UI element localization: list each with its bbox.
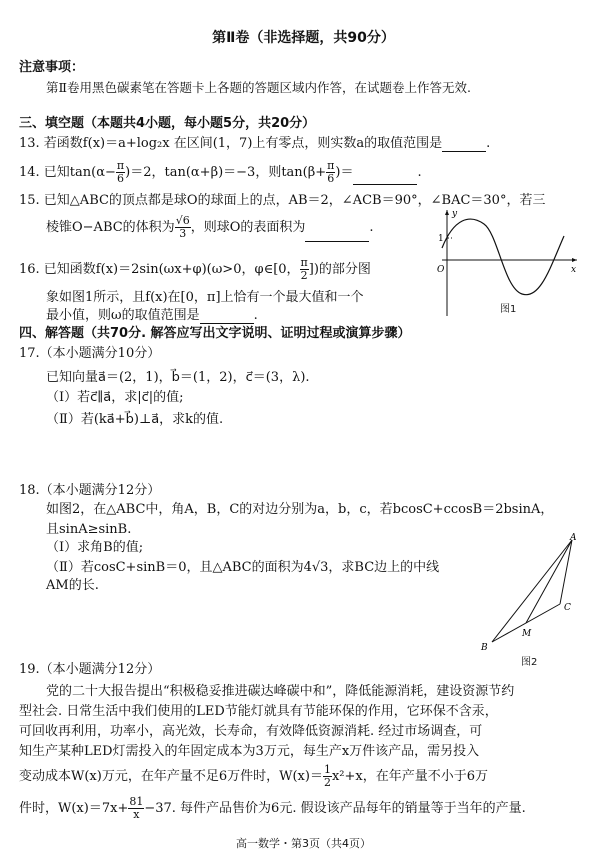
- fraction-sqrt6-over-3: [175, 215, 191, 240]
- question-16-line-2: 象如图1所示，且f(x)在[0，π]上恰有一个最大值和一个: [46, 290, 364, 305]
- figure-2-caption: 图2: [521, 657, 538, 668]
- tick-label-1: 1: [438, 234, 444, 244]
- fraction-numerator: π: [300, 256, 308, 269]
- midpoint-label-m: M: [522, 629, 532, 639]
- question-19-line-5-part-a: 变动成本W(x)万元，在年产量不足6万件时，W(x)＝: [19, 769, 323, 784]
- question-14-part-c: )＝: [335, 165, 354, 180]
- fraction-numerator: √6: [175, 214, 190, 227]
- fraction-pi-over-2: [300, 257, 309, 282]
- question-18-part-1: （Ⅰ）求角B的值;: [46, 540, 144, 555]
- question-19-line-5: [19, 762, 488, 792]
- question-18-part-2b: AM的长.: [46, 578, 99, 593]
- question-13: 13. 若函数f(x)＝a+log₂x 在区间(1，7)上有零点，则实数a的取值范围是 .: [19, 136, 491, 151]
- side-ab: [492, 540, 572, 642]
- question-19-line-5-part-b: x²+x，在年产量不小于6万: [331, 769, 488, 784]
- question-19-line-6: [19, 794, 526, 824]
- question-19-line-6-part-b: −37. 每件产品售价为6元. 假设该产品每年的销量等于当年的产量.: [144, 801, 526, 816]
- question-19-line-6-part-a: 件时，W(x)＝7x+: [19, 801, 129, 816]
- question-13-text: 13. 若函数f(x)＝a+log₂x 在区间(1，7)上有零点，则实数a的取值范围是: [19, 136, 443, 151]
- section-fill-in-heading: 三、填空题（本题共4小题，每小题5分，共20分）: [19, 116, 316, 131]
- answer-blank: [353, 171, 417, 185]
- notice-text: 第Ⅱ卷用黑色碳素笔在答题卡上各题的答题区域内作答，在试题卷上作答无效.: [46, 80, 471, 95]
- question-16-line-1: [19, 257, 371, 283]
- question-19-line-4: 知生产某种LED灯需投入的年固定成本为3万元，每生产x万件该产品，需另投入: [19, 744, 480, 759]
- question-19-line-3: 可回收再利用，功率小，高光效，长寿命，有效降低资源消耗. 经过市场调查，可: [19, 724, 483, 739]
- question-16-part-a: 16. 已知函数f(x)＝2sin(ωx+φ)(ω>0，φ∈[0，: [19, 262, 300, 277]
- question-17-part-2: （Ⅱ）若(ka⃗+b⃗)⊥a⃗，求k的值.: [46, 412, 224, 427]
- answer-blank: [442, 138, 486, 152]
- question-15-line-1: 15. 已知△ABC的顶点都是球O的球面上的点，AB＝2，∠ACB＝90°，∠BAC＝30°，若三: [19, 193, 546, 208]
- question-16-part-c: 最小值，则ω的取值范围是: [46, 308, 200, 323]
- fraction-denominator: x: [133, 808, 140, 821]
- fraction-pi-over-6: [326, 160, 335, 185]
- question-17-part-1: （Ⅰ）若c⃗∥a⃗，求|c⃗|的值;: [46, 390, 184, 405]
- question-18-title: 18.（本小题满分12分）: [19, 483, 161, 498]
- fraction-denominator: 3: [179, 227, 187, 240]
- fraction-denominator: 2: [300, 269, 308, 282]
- question-18-line-1: 如图2，在△ABC中，角A，B，C的对边分别为a，b，c，若bcosC+ccosB＝2bsinA，: [46, 502, 554, 517]
- fraction-numerator: π: [327, 159, 335, 172]
- question-14-part-a: 14. 已知tan(α−: [19, 165, 116, 180]
- question-19-line-1: 党的二十大报告提出“积极稳妥推进碳达峰碳中和”，降低能源消耗，建设资源节约: [46, 684, 515, 699]
- vertex-label-a: A: [570, 533, 577, 543]
- question-16-line-3: 最小值，则ω的取值范围是 .: [46, 308, 258, 323]
- question-14: 14. 已知tan(α− $\frac{\pi}{6}$ )＝2，tan(α+β)＝−3，则tan(β+ $\frac{\pi}{6}$ )＝ .: [19, 159, 422, 185]
- question-19-line-2: 型社会. 日常生活中我们使用的LED节能灯就具有节能环保的作用，它环保不含汞，: [19, 704, 498, 719]
- vertex-label-c: C: [564, 603, 571, 613]
- fraction-pi-over-6: [116, 160, 125, 185]
- answer-blank: [305, 228, 369, 242]
- side-ac: [560, 540, 572, 604]
- question-18-part-2: （Ⅱ）若cosC+sinB＝0，且△ABC的面积为4√3，求BC边上的中线: [46, 560, 440, 575]
- fraction-one-half: [323, 764, 332, 789]
- question-16-part-b: ])的部分图: [308, 262, 371, 277]
- page-footer: 高一数学・第3页（共4页）: [236, 837, 371, 850]
- question-18-line-2: 且sinA≥sinB.: [46, 522, 132, 537]
- figure-2-triangle: [478, 530, 588, 658]
- y-axis-label: y: [452, 209, 458, 219]
- notice-heading: 注意事项：: [19, 60, 85, 75]
- fraction-81-over-x: [128, 796, 144, 821]
- origin-label: O: [437, 265, 445, 275]
- question-15-part-b: ，则球O的表面积为: [190, 220, 306, 235]
- fraction-denominator: 6: [117, 172, 125, 185]
- question-17-title: 17.（本小题满分10分）: [19, 346, 161, 361]
- fraction-denominator: 6: [327, 172, 335, 185]
- fraction-numerator: 81: [129, 795, 144, 808]
- answer-blank: [200, 310, 254, 324]
- question-15-line-2: 棱锥O−ABC的体积为 $\frac{√6}{3}$ ，则球O的表面积为 .: [46, 214, 374, 240]
- figure-1-caption: 图1: [500, 304, 517, 315]
- question-17-line-1: 已知向量a⃗＝(2，1)，b⃗＝(1，2)，c⃗＝(3，λ).: [46, 370, 310, 385]
- question-14-part-b: )＝2，tan(α+β)＝−3，则tan(β+: [125, 165, 327, 180]
- fraction-numerator: π: [116, 159, 125, 172]
- question-19-title: 19.（本小题满分12分）: [19, 662, 161, 677]
- fraction-numerator: 1: [323, 763, 331, 776]
- question-15-part-a: 棱锥O−ABC的体积为: [46, 220, 175, 235]
- vertex-label-b: B: [481, 643, 488, 653]
- sine-curve: [442, 219, 564, 295]
- fraction-denominator: 2: [323, 776, 331, 789]
- section-solution-heading: 四、解答题（共70分. 解答应写出文字说明、证明过程或演算步骤）: [19, 326, 411, 341]
- x-axis-arrow: [572, 258, 577, 262]
- x-axis-label: x: [571, 265, 577, 275]
- y-axis-arrow: [445, 210, 449, 215]
- page-title: 第Ⅱ卷（非选择题，共90分）: [212, 30, 395, 46]
